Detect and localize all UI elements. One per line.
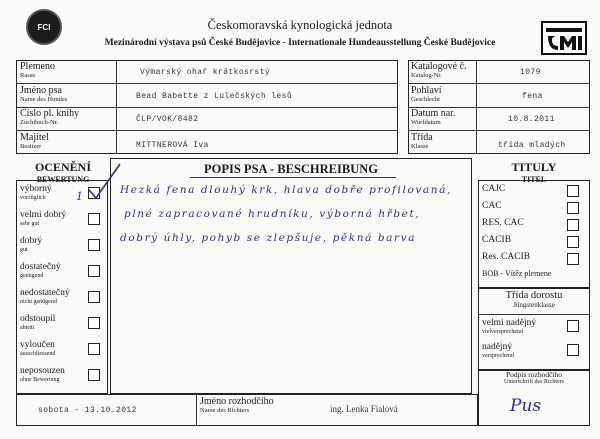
dog-name-label: Jméno psa Name des Hundes <box>20 85 68 103</box>
judge-label: Jméno rozhodčího Name des Richters <box>200 396 274 414</box>
grade-checkbox[interactable] <box>88 265 100 277</box>
title-checkbox[interactable] <box>567 236 579 248</box>
dog-name-value: Bead Babette z Lulečských lesů <box>136 92 293 101</box>
owner-label: Majitel Besitzer <box>20 132 49 150</box>
junior-label: velmi nadějný vielversprechend <box>482 318 537 335</box>
junior-title: Třída dorostu Jüngstenklasse <box>505 290 563 309</box>
grade-checkbox[interactable] <box>88 213 100 225</box>
sex-value: fena <box>522 92 543 101</box>
title-checkbox[interactable] <box>567 185 579 197</box>
grade-checkbox[interactable] <box>88 343 100 355</box>
junior-checkbox[interactable] <box>567 344 579 356</box>
dob-label: Datum nar. Wurfdatum <box>411 108 456 126</box>
grade-checkbox[interactable] <box>88 239 100 251</box>
handwritten-grade-mark: 1 <box>76 190 83 203</box>
owner-value: MITTNEROVÁ Iva <box>136 141 209 150</box>
description-line: dobrý úhly, pohyb se zlepšuje, pěkná barva <box>120 232 417 244</box>
title-label: CAC <box>482 201 502 211</box>
class-label: Třída Klasse <box>411 132 433 150</box>
junior-label: nadějný versprechend <box>482 342 514 359</box>
signature-label: Podpis rozhodčího Unterschrift des Richters <box>504 370 564 385</box>
description-line: plné zapracované hrudníku, výborná hřbet, <box>124 208 421 220</box>
judge-signature: Pus <box>510 396 542 416</box>
grade-label: dostatečný genügend <box>20 262 61 279</box>
title-label: CACIB <box>482 235 512 245</box>
breed-value: Výmarský ohař krátkosrstý <box>140 68 271 77</box>
grade-label: výborný vorzüglich <box>20 184 52 201</box>
breed-label: Plemeno Rasse <box>20 61 55 79</box>
show-title: Mezinárodní výstava psů České Budějovice - Internationale Hundeausstellung České Budějovice <box>104 38 496 48</box>
description-title: POPIS PSA - BESCHREIBUNG <box>204 162 378 176</box>
catalog-label: Katalogové č. Katalog-Nr. <box>411 61 467 79</box>
grade-label: neposouzen ohne Bewertung <box>20 366 65 383</box>
title-checkbox[interactable] <box>567 202 579 214</box>
junior-checkbox[interactable] <box>567 320 579 332</box>
grade-label: odstoupil abtritt <box>20 314 56 331</box>
grade-checkbox[interactable] <box>88 291 100 303</box>
title-label: Res. CACIB <box>482 252 531 262</box>
sex-label: Pohlaví Geschlecht <box>411 85 442 103</box>
titles-title: TITULY TITEL <box>511 160 557 184</box>
title-checkbox[interactable] <box>567 253 579 265</box>
class-value: třída mladých <box>498 141 566 150</box>
studbook-value: ČLP/VOK/8482 <box>136 115 199 124</box>
grade-checkbox[interactable] <box>88 369 100 381</box>
grade-label: velmi dobrý sehr gut <box>20 210 67 227</box>
title-label: BOB - Vítěz plemene <box>482 269 552 278</box>
grade-label: dobrý gut <box>20 236 43 253</box>
grade-label: vyloučen ausschliessend <box>20 340 56 357</box>
judge-name: ing. Lenka Fialová <box>330 404 398 414</box>
grading-title: OCENĚNÍ BEWERTUNG <box>34 160 91 184</box>
catalog-value: 1079 <box>520 68 541 77</box>
grade-checkbox[interactable] <box>88 317 100 329</box>
grade-label: nedostatečný nicht genügend <box>20 288 70 305</box>
description-line: Hezká fena dlouhý krk, hlava dobře profilovaná, <box>120 184 452 196</box>
title-label: CAJC <box>482 184 506 194</box>
dob-value: 10.8.2011 <box>508 115 555 124</box>
fci-logo: FCI <box>26 9 62 45</box>
organisation-title: Českomoravská kynologická jednota <box>207 18 393 32</box>
grade-tick <box>86 162 124 202</box>
show-date: sobota - 13.10.2012 <box>38 406 137 415</box>
studbook-label: Číslo pl. knihy Zuchtbuch-Nr. <box>20 108 80 126</box>
title-checkbox[interactable] <box>567 219 579 231</box>
title-label: RES. CAC <box>482 218 524 228</box>
